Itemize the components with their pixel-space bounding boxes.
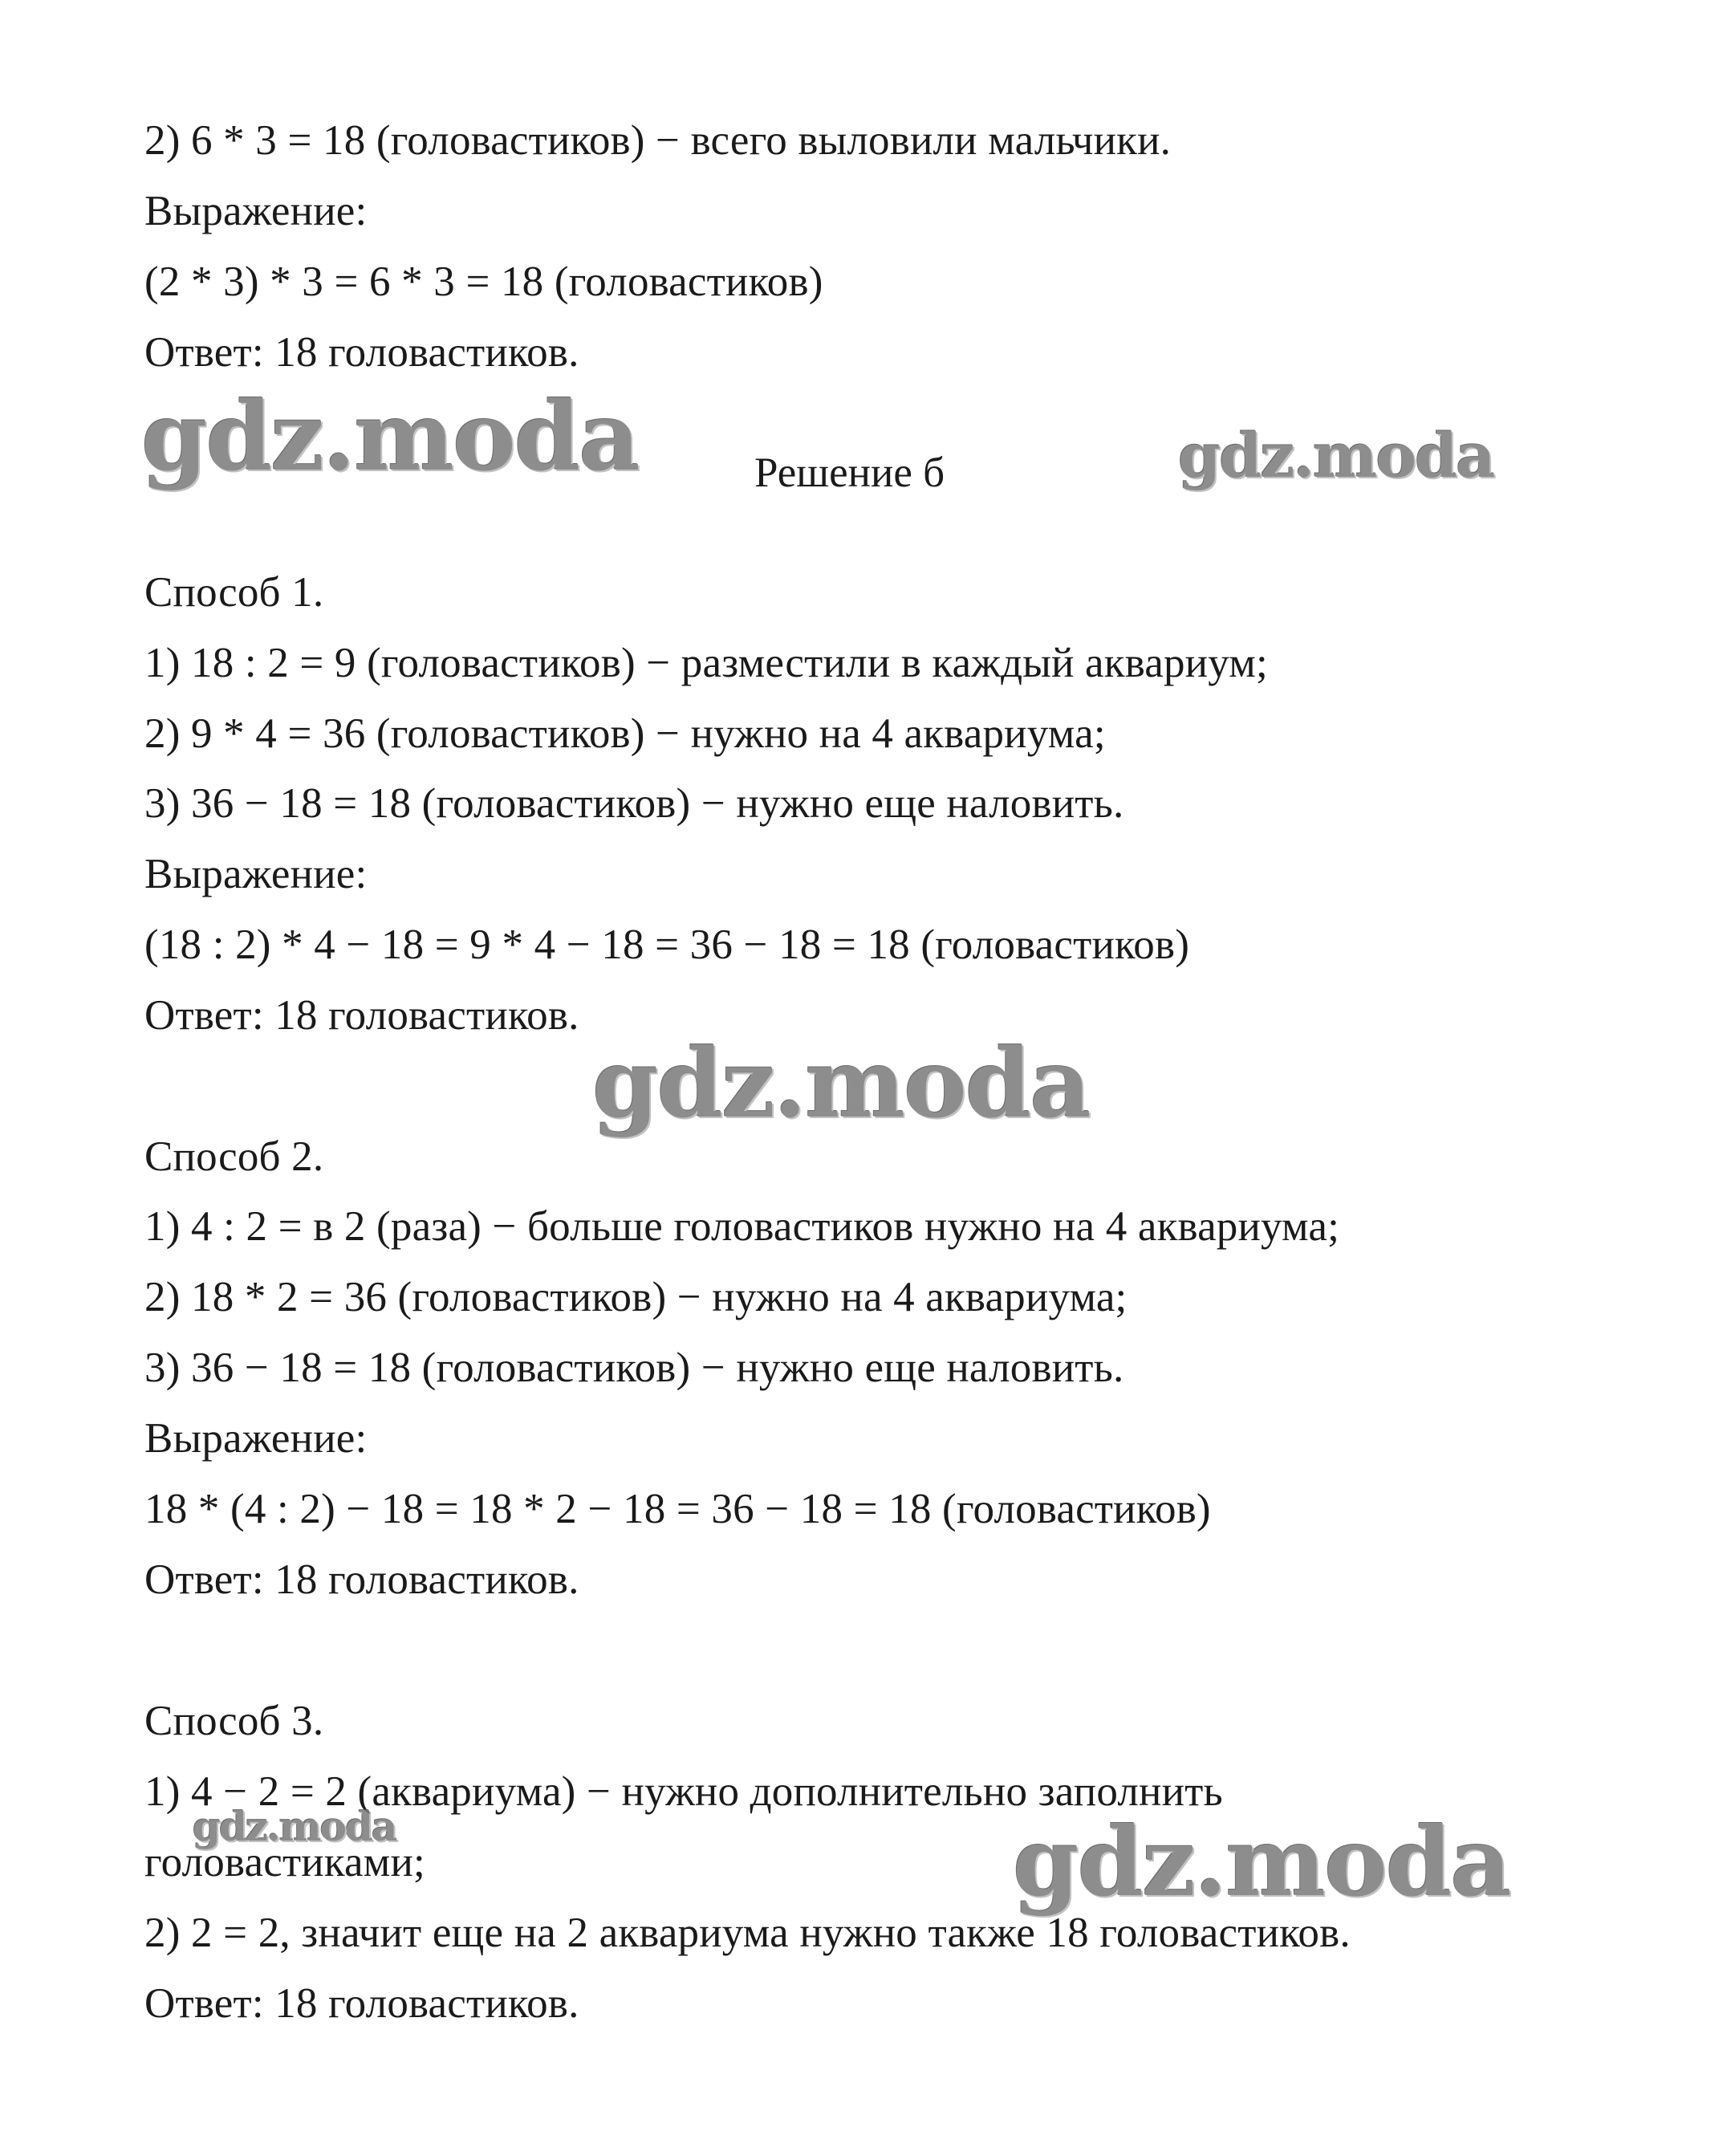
text-line: 3) 36 − 18 = 18 (головастиков) − нужно еще наловить.: [144, 780, 1124, 827]
text-line: Ответ: 18 головастиков.: [144, 1556, 579, 1603]
watermark-logo: gdz.moda: [193, 1803, 396, 1850]
text-line: 1) 4 − 2 = 2 (аквариума) − нужно дополнительно заполнить: [144, 1768, 1223, 1815]
text-line: Ответ: 18 головастиков.: [144, 992, 579, 1039]
watermark-logo: gdz.moda: [141, 380, 639, 492]
text-line: 3) 36 − 18 = 18 (головастиков) − нужно еще наловить.: [144, 1344, 1124, 1391]
method-title: Способ 2.: [144, 1133, 324, 1180]
text-line: 2) 2 = 2, значит еще на 2 аквариума нужно также 18 головастиков.: [144, 1910, 1351, 1956]
text-line: 1) 18 : 2 = 9 (головастиков) − разместили в каждый аквариум;: [144, 640, 1268, 686]
text-line: Выражение:: [144, 851, 368, 897]
watermark-logo: gdz.moda: [1178, 420, 1494, 491]
text-line: (18 : 2) * 4 − 18 = 9 * 4 − 18 = 36 − 18 = 18 (головастиков): [144, 921, 1190, 968]
section-heading: Решение б: [754, 450, 945, 496]
method-title: Способ 1.: [144, 569, 324, 616]
watermark-logo: gdz.moda: [1013, 1806, 1510, 1918]
text-line: 2) 6 * 3 = 18 (головастиков) − всего выловили мальчики.: [144, 117, 1172, 164]
text-line: Выражение:: [144, 1415, 368, 1462]
text-line: головастиками;: [144, 1839, 425, 1885]
text-line: Ответ: 18 головастиков.: [144, 329, 579, 376]
watermark-logo: gdz.moda: [592, 1027, 1090, 1139]
text-line: 2) 18 * 2 = 36 (головастиков) − нужно на 4 аквариума;: [144, 1274, 1128, 1320]
text-line: 1) 4 : 2 = в 2 (раза) − больше головастиков нужно на 4 аквариума;: [144, 1203, 1340, 1250]
text-line: 18 * (4 : 2) − 18 = 18 * 2 − 18 = 36 − 18 = 18 (головастиков): [144, 1486, 1211, 1532]
method-title: Способ 3.: [144, 1698, 324, 1744]
text-line: Ответ: 18 головастиков.: [144, 1980, 579, 2027]
text-line: (2 * 3) * 3 = 6 * 3 = 18 (головастиков): [144, 258, 823, 305]
text-line: Выражение:: [144, 188, 368, 234]
text-line: 2) 9 * 4 = 36 (головастиков) − нужно на 4 аквариума;: [144, 710, 1106, 757]
